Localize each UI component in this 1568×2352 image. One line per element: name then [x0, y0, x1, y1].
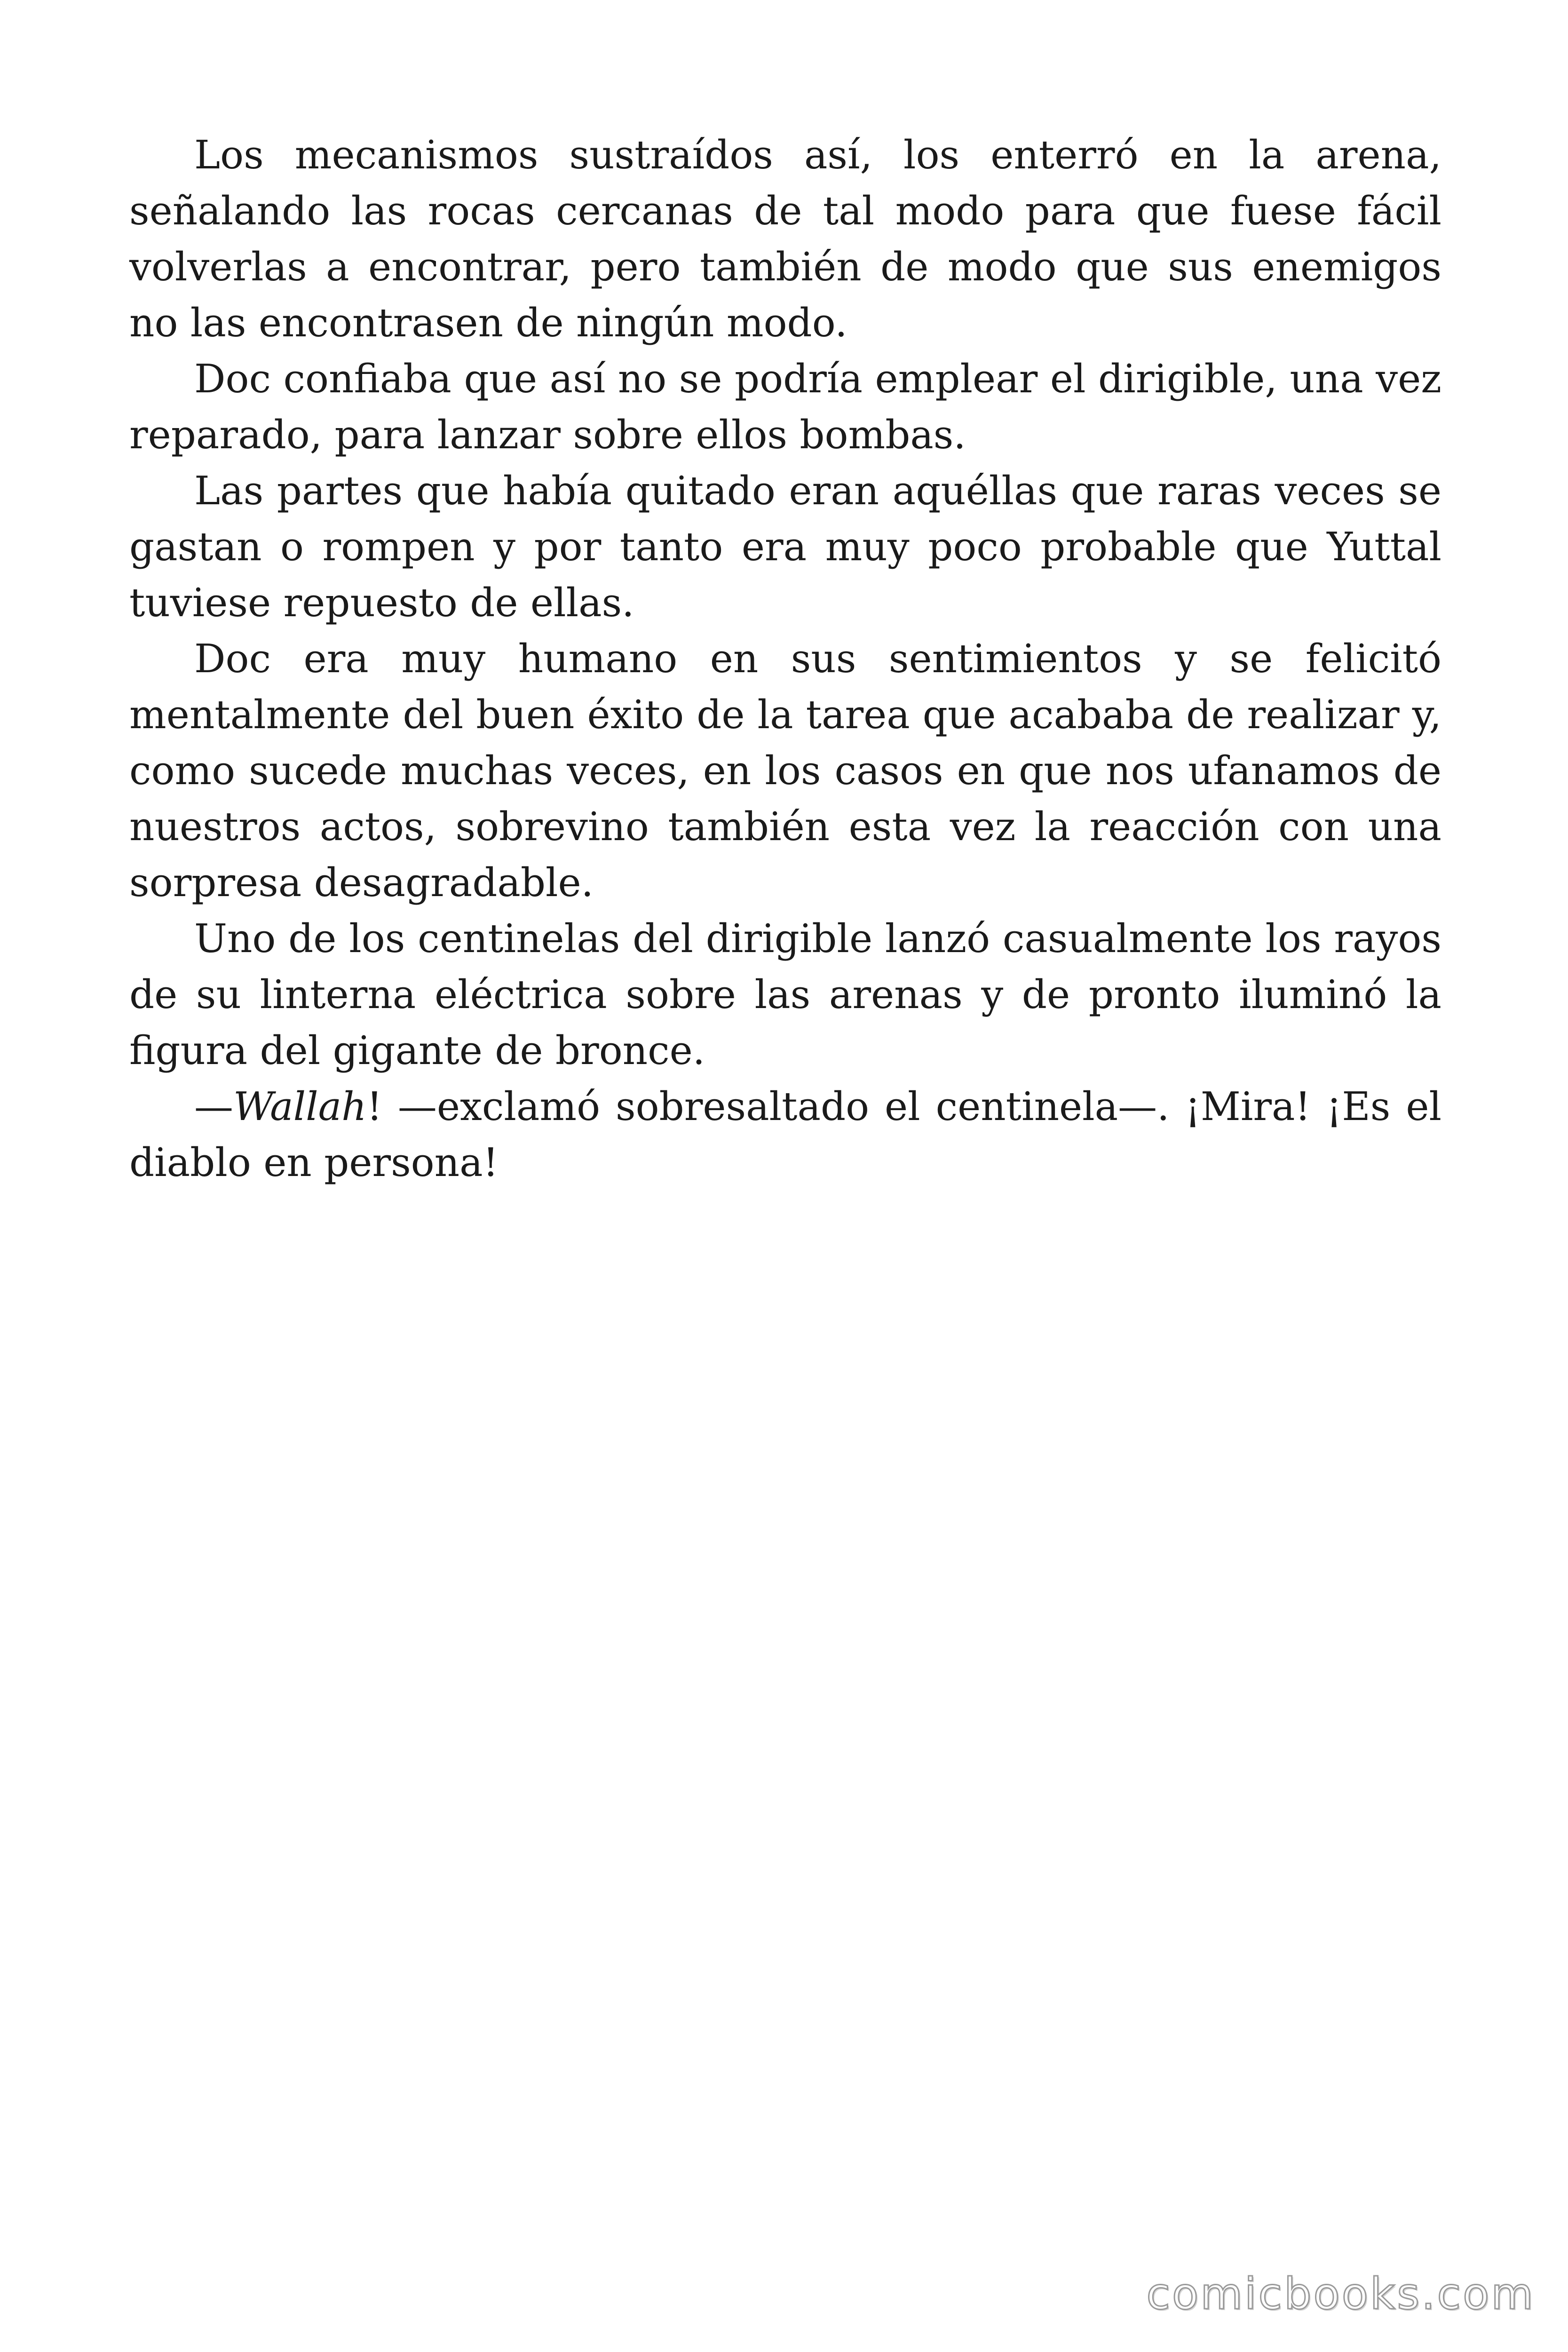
site-watermark: comicbooks.com [1146, 2269, 1535, 2319]
page-body-text [129, 127, 1441, 1191]
dialogue-open-dash: — [194, 1084, 233, 1129]
paragraph-5: Uno de los centinelas del dirigible lanzó casualmente los rayos de su linterna eléctrica sobre las arenas y de pronto iluminó la figura del gigante de bronce. [129, 916, 1441, 1073]
paragraph-4: Doc era muy humano en sus sentimientos y se felicitó mentalmente del buen éxito de la tarea que acababa de realizar y, como sucede muchas veces, en los casos en que nos ufanamos de nuestros actos, sobrevino también esta vez la reacción con una sorpresa desagradable. [129, 636, 1441, 906]
paragraph-3: Las partes que había quitado eran aquéllas que raras veces se gastan o rompen y por tanto era muy poco probable que Yuttal tuviese repuesto de ellas. [129, 468, 1441, 626]
paragraph-1: Los mecanismos sustraídos así, los enterró en la arena, señalando las rocas cercanas de tal modo para que fuese fácil volverlas a encontrar, pero también de modo que sus enemigos no las encontrasen de ningún modo. [129, 132, 1441, 346]
paragraph-2: Doc confiaba que así no se podría emplear el dirigible, una vez reparado, para lanzar sobre ellos bombas. [129, 356, 1441, 458]
dialogue-rest: ! —exclamó sobresaltado el centinela—. ¡Mira! ¡Es el diablo en persona! [129, 1084, 1441, 1185]
dialogue-italic-word: Wallah [233, 1084, 367, 1129]
dialogue-paragraph [129, 1079, 1441, 1191]
